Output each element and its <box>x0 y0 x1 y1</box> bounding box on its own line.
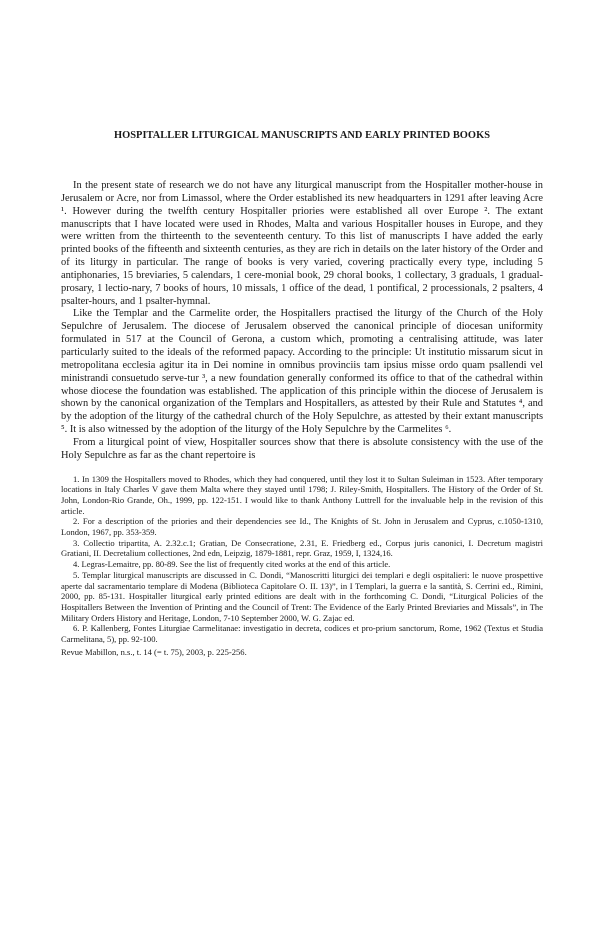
footnote: 5. Templar liturgical manuscripts are discussed in C. Dondi, “Manoscritti liturgici dei templari e degli ospitalieri: le nuove prospettive aperte dal sacramentario templare di Modena (Biblioteca Capitolare O. II. 13)”, in I Templari, la guerra e la santità, S. Cerrini ed., Rimini, 2000, pp. 85-131. Hospitaller liturgical early printed editions are dealt with in the forthcoming C. Dondi, “Liturgical Policies of the Hospitallers Between the Invention of Printing and the Council of Trent: The Evidence of the Early Printed Breviaries and Missals”, in The Military Orders History and Heritage, London, 7-10 September 2000, W. G. Zajac ed. <box>61 569 543 623</box>
footnotes <box>61 474 543 645</box>
footnote: 6. P. Kallenberg, Fontes Liturgiae Carmelitanae: investigatio in decreta, codices et pro-prium sanctorum, Rome, 1962 (Textus et Studia Carmelitana, 5), pp. 92-100. <box>61 623 543 645</box>
footnote: 3. Collectio tripartita, A. 2.32.c.1; Gratian, De Consecratione, 2.31, E. Friedberg ed., Corpus juris canonici, I. Decretum magistri Gratiani, II. Decretalium collectiones, 2nd edn, Leipzig, 1879-1881, repr. Graz, 1959, I, 1324,16. <box>61 537 543 559</box>
body-paragraph: In the present state of research we do not have any liturgical manuscript from the Hospitaller mother-house in Jerusalem or Acre, nor from Limassol, where the Order established its new headquarters in 1291 after leaving Acre ¹. However during the twelfth century Hospitaller priories were established all over Europe ². The extant manuscripts that I have located were used in Rhodes, Malta and various Hospitaller houses in Europe, and they were written from the thirteenth to the seventeenth century. To this list of manuscripts I have added the early printed books of the fifteenth and sixteenth centuries, as they are rich in details on the later history of the Order and of its liturgy in particular. The range of books is very varied, covering practically every type, including 5 antiphonaries, 15 breviaries, 5 calendars, 1 cere-monial book, 29 choral books, 1 collectary, 3 graduals, 1 gradual-prosary, 1 lectio-nary, 7 books of hours, 10 missals, 1 office of the dead, 1 pontifical, 2 processionals, 2 psalters, 4 psalter-hours, and 1 psalter-hymnal. <box>61 180 543 307</box>
body-paragraph: Like the Templar and the Carmelite order, the Hospitallers practised the liturgy of the Church of the Holy Sepulchre of Jerusalem. The diocese of Jerusalem observed the canonical principle of diocesan uniformity formulated in 517 at the Council of Gerona, a custom which, promoting a centralising attitude, was later particularly suited to the ideals of the reformed papacy. According to the principle: Ut institutio missarum sicut in metropolitana ecclesia agitur ita in Dei nomine in omnibus provinciis tam ipsius misse ordo quam psallendi vel ministrandi consuetudo serve-tur ³, a new foundation generally conformed its office to that of the cathedral within whose diocese the foundation was established. The application of this principle within the diocese of Jerusalem is shown by the canonical organization of the Templars and Hospitallers, as attested by their Rule and Statutes ⁴, and by the adoption of the liturgy of the cathedral church of the Holy Sepulchre, as attested by their extant manuscripts ⁵. It is also witnessed by the adoption of the liturgy of the Holy Sepulchre by the Carmelites ⁶. <box>61 308 543 436</box>
body-paragraph: From a liturgical point of view, Hospitaller sources show that there is absolute consistency with the use of the Holy Sepulchre as far as the chant repertoire is <box>61 436 543 461</box>
article-title: HOSPITALLER LITURGICAL MANUSCRIPTS AND EARLY PRINTED BOOKS <box>113 130 491 141</box>
journal-citation: Revue Mabillon, n.s., t. 14 (= t. 75), 2003, p. 225-256. <box>61 646 247 657</box>
article-body <box>61 180 543 658</box>
notes-separator <box>61 463 543 474</box>
footnote: 1. In 1309 the Hospitallers moved to Rhodes, which they had conquered, until they lost it to Sultan Suleiman in 1523. After temporary locations in Italy Charles V gave them Malta where they stayed until 1798; J. Riley-Smith, Hospitallers. The History of the Order of St. John, London-Rio Grande, Oh., 1999, pp. 122-151. I would like to thank Anthony Luttrell for the invaluable help in the revision of this article. <box>61 473 543 516</box>
footnote: 2. For a description of the priories and their dependencies see Id., The Knights of St. John in Jerusalem and Cyprus, c.1050-1310, London, 1967, pp. 353-359. <box>61 516 543 538</box>
footnote: 4. Legras-Lemaitre, pp. 80-89. See the list of frequently cited works at the end of this article. <box>73 559 391 570</box>
